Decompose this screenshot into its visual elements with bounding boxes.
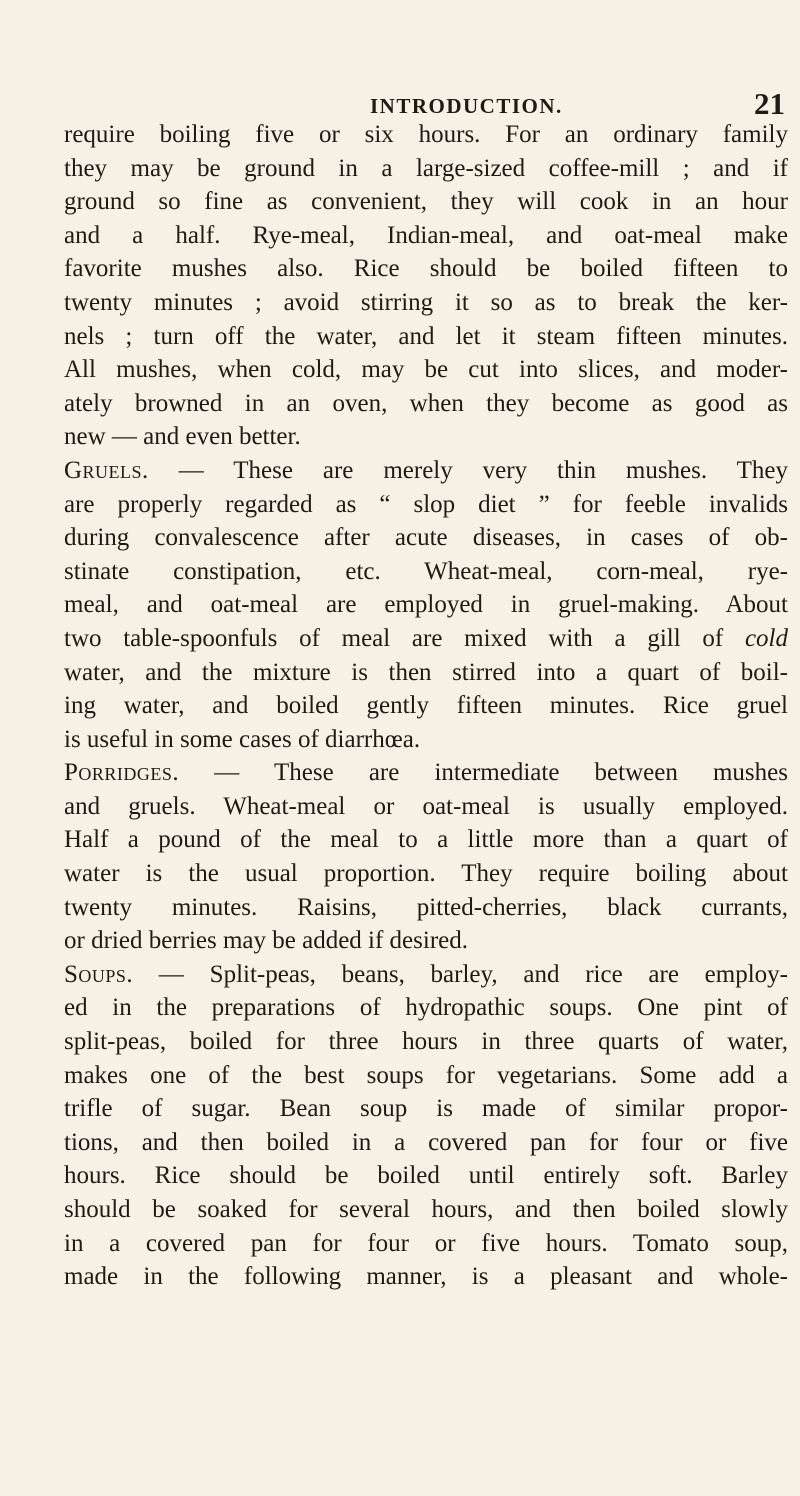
running-title: INTRODUCTION. (370, 94, 563, 118)
text-line: Half a pound of the meal to a little more than a quart of (64, 826, 788, 854)
text-line: stinate constipation, etc. Wheat-meal, corn-meal, rye- (64, 557, 788, 585)
page-number: 21 (754, 86, 785, 121)
text-line: ed in the preparations of hydropathic soups. One pint of (64, 994, 788, 1022)
text-line: split-peas, boiled for three hours in three quarts of water, (64, 1028, 788, 1056)
text-line: ing water, and boiled gently fifteen minutes. Rice gruel (64, 692, 788, 720)
text-line: water, and the mixture is then stirred into a quart of boil- (64, 658, 788, 686)
text-line: and a half. Rye-meal, Indian-meal, and oat-meal make (64, 221, 788, 249)
text-line: are properly regarded as “ slop diet ” for feeble invalids (64, 490, 788, 518)
text-line: favorite mushes also. Rice should be boiled fifteen to (64, 255, 788, 283)
text-line: and gruels. Wheat-meal or oat-meal is usually employed. (64, 792, 788, 820)
text-line: ately browned in an oven, when they become as good as (64, 389, 788, 417)
text-line: ground so fine as convenient, they will cook in an hour (64, 188, 788, 216)
paragraph-porridges (64, 756, 788, 958)
text-line: All mushes, when cold, may be cut into slices, and moder- (64, 356, 788, 384)
text-line: two table-spoonfuls of meal are mixed with a gill of cold (64, 624, 788, 652)
text-line: should be soaked for several hours, and then boiled slowly (64, 1196, 788, 1223)
text-line: trifle of sugar. Bean soup is made of similar propor- (64, 1095, 788, 1123)
section-heading-porridges: Porridges. (64, 759, 180, 787)
text-line: or dried berries may be added if desired. (64, 927, 469, 955)
paragraph-gruels (64, 454, 788, 756)
text-line: Porridges. — These are intermediate between mushes (64, 759, 788, 787)
text-line: made in the following manner, is a pleasant and whole- (64, 1263, 788, 1291)
text-line: is useful in some cases of diarrhœa. (64, 725, 421, 753)
text-line: tions, and then boiled in a covered pan for four or five (64, 1128, 788, 1156)
text-line: new — and even better. (64, 423, 301, 451)
text-line: nels ; turn off the water, and let it steam fifteen minutes. (64, 322, 788, 350)
paragraph-mushes (64, 118, 788, 454)
italic-word: cold (744, 624, 788, 652)
body-text (64, 118, 788, 1294)
text-line: twenty minutes ; avoid stirring it so as to break the ker- (64, 288, 788, 316)
text-line: Soups. — Split-peas, beans, barley, and rice are employ- (64, 960, 788, 988)
paragraph-soups (64, 958, 788, 1294)
text-line: makes one of the best soups for vegetarians. Some add a (64, 1061, 788, 1089)
section-heading-soups: Soups. (64, 960, 134, 988)
text-line: during convalescence after acute diseases, in cases of ob- (64, 524, 788, 552)
text-line: water is the usual proportion. They require boiling about (64, 860, 788, 888)
text-line: meal, and oat-meal are employed in gruel-making. About (64, 591, 788, 619)
text-line: in a covered pan for four or five hours. Tomato soup, (64, 1229, 788, 1257)
text-line: twenty minutes. Raisins, pitted-cherries, black currants, (64, 893, 788, 921)
section-heading-gruels: Gruels. (64, 456, 149, 484)
text-line: require boiling five or six hours. For an ordinary family (64, 121, 788, 148)
text-line: Gruels. — These are merely very thin mushes. They (64, 456, 788, 484)
text-line: hours. Rice should be boiled until entirely soft. Barley (64, 1162, 788, 1190)
text-line: they may be ground in a large-sized coffee-mill ; and if (64, 154, 788, 182)
